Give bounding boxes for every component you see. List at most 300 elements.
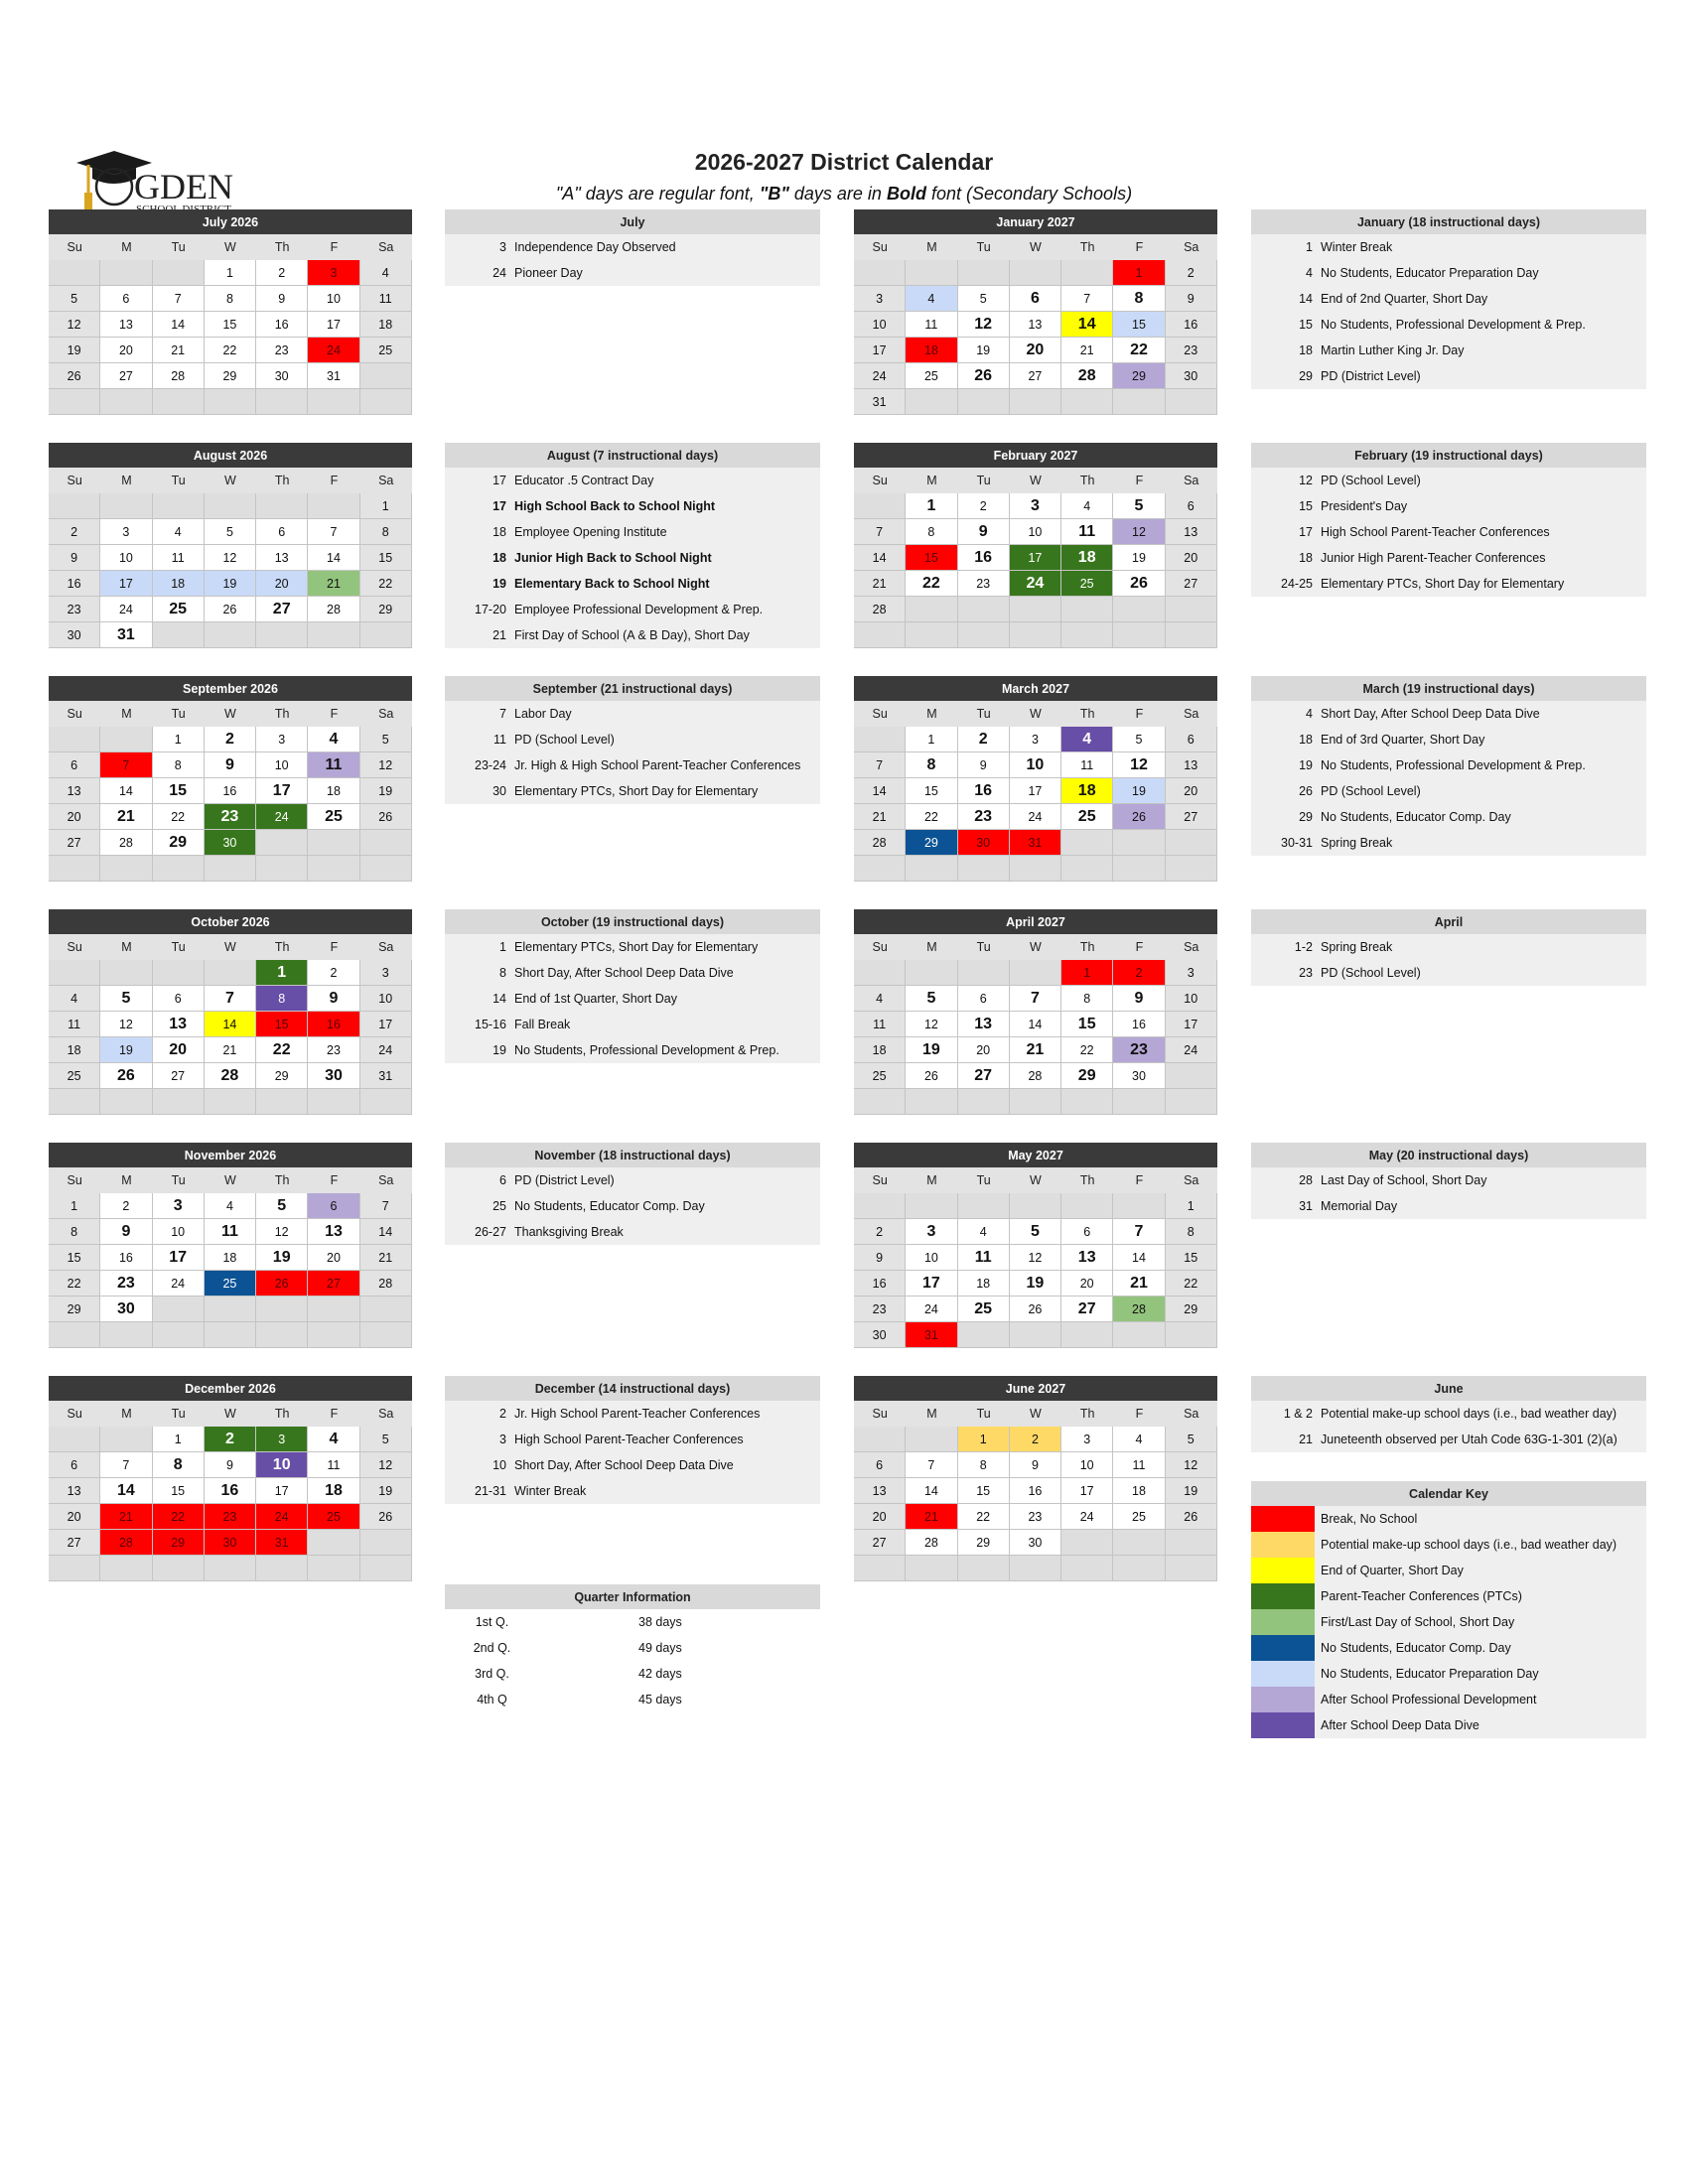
empty-day-cell — [205, 1322, 256, 1348]
empty-day-cell — [958, 960, 1010, 986]
quarter-row — [445, 1635, 820, 1661]
event-description: Spring Break — [1321, 836, 1393, 850]
day-cell: 6 — [49, 1452, 100, 1478]
day-cell: 20 — [958, 1037, 1010, 1063]
day-cell: 21 — [1113, 1271, 1165, 1297]
day-cell: 28 — [906, 1530, 957, 1556]
day-cell: 10 — [1010, 519, 1061, 545]
empty-day-cell — [1010, 622, 1061, 648]
day-cell: 10 — [1010, 752, 1061, 778]
event-date: 1 — [1306, 240, 1313, 254]
event-description: PD (District Level) — [514, 1173, 615, 1187]
day-cell: 9 — [308, 986, 359, 1012]
day-cell: 26 — [1166, 1504, 1217, 1530]
day-of-week-header: F — [308, 468, 359, 493]
event-row — [445, 1452, 820, 1478]
event-description: Winter Break — [514, 1484, 587, 1498]
day-cell: 29 — [906, 830, 957, 856]
key-item — [1251, 1532, 1646, 1558]
empty-day-cell — [1113, 1322, 1165, 1348]
day-cell: 24 — [1010, 804, 1061, 830]
day-cell: 7 — [153, 286, 205, 312]
key-color-swatch — [1251, 1687, 1315, 1712]
day-cell: 25 — [1113, 1504, 1165, 1530]
day-cell: 2 — [256, 260, 308, 286]
day-of-week-header: F — [1113, 701, 1165, 727]
day-cell: 24 — [1061, 1504, 1113, 1530]
empty-day-cell — [906, 622, 957, 648]
event-date: 18 — [1299, 733, 1313, 747]
day-cell: 3 — [100, 519, 152, 545]
event-date: 30-31 — [1281, 836, 1313, 850]
day-cell: 21 — [854, 804, 906, 830]
key-color-swatch — [1251, 1583, 1315, 1609]
day-cell: 2 — [958, 727, 1010, 752]
day-cell: 11 — [1113, 1452, 1165, 1478]
day-cell: 23 — [958, 804, 1010, 830]
event-row — [445, 260, 820, 286]
event-date: 23 — [1299, 966, 1313, 980]
day-cell: 3 — [1061, 1427, 1113, 1452]
page-title: 2026-2027 District Calendar — [694, 149, 994, 175]
event-row — [445, 234, 820, 260]
empty-day-cell — [1166, 597, 1217, 622]
month-calendar-march-2027 — [854, 676, 1217, 882]
day-of-week-header: Th — [256, 1401, 308, 1427]
empty-day-cell — [153, 856, 205, 882]
event-description: No Students, Professional Development & Prep. — [1321, 318, 1586, 332]
day-cell: 20 — [49, 1504, 100, 1530]
day-of-week-header: F — [1113, 468, 1165, 493]
day-cell: 29 — [256, 1063, 308, 1089]
empty-day-cell — [256, 1297, 308, 1322]
day-cell: 28 — [1010, 1063, 1061, 1089]
event-date: 1 & 2 — [1283, 1407, 1313, 1421]
empty-day-cell — [100, 1089, 152, 1115]
day-cell: 12 — [360, 752, 412, 778]
day-cell: 31 — [854, 389, 906, 415]
day-cell: 8 — [360, 519, 412, 545]
day-of-week-header: Tu — [153, 701, 205, 727]
day-cell: 21 — [205, 1037, 256, 1063]
day-of-week-header: M — [100, 1167, 152, 1193]
event-description: End of 3rd Quarter, Short Day — [1321, 733, 1485, 747]
day-cell: 12 — [100, 1012, 152, 1037]
empty-day-cell — [308, 856, 359, 882]
empty-day-cell — [1166, 1089, 1217, 1115]
day-cell: 24 — [153, 1271, 205, 1297]
quarter-name: 2nd Q. — [473, 1641, 511, 1655]
day-of-week-header: Sa — [1166, 934, 1217, 960]
event-row — [1251, 312, 1646, 338]
empty-day-cell — [1113, 1089, 1165, 1115]
empty-day-cell — [49, 1427, 100, 1452]
day-cell: 11 — [308, 1452, 359, 1478]
empty-day-cell — [205, 856, 256, 882]
month-calendar-june-2027 — [854, 1376, 1217, 1581]
day-cell: 5 — [1113, 727, 1165, 752]
empty-day-cell — [308, 1530, 359, 1556]
day-of-week-header: Tu — [153, 934, 205, 960]
event-row — [1251, 960, 1646, 986]
event-description: High School Parent-Teacher Conferences — [514, 1433, 744, 1446]
day-cell: 12 — [1113, 752, 1165, 778]
day-cell: 17 — [1061, 1478, 1113, 1504]
day-cell: 21 — [153, 338, 205, 363]
empty-day-cell — [360, 1530, 412, 1556]
empty-day-cell — [205, 493, 256, 519]
day-cell: 4 — [153, 519, 205, 545]
day-cell: 9 — [958, 519, 1010, 545]
day-cell: 5 — [906, 986, 957, 1012]
day-cell: 13 — [308, 1219, 359, 1245]
day-cell: 19 — [1166, 1478, 1217, 1504]
key-color-swatch — [1251, 1506, 1315, 1532]
day-cell: 13 — [958, 1012, 1010, 1037]
event-date: 19 — [1299, 758, 1313, 772]
month-title: April 2027 — [854, 909, 1217, 934]
day-cell: 9 — [49, 545, 100, 571]
event-date: 7 — [499, 707, 506, 721]
empty-day-cell — [906, 856, 957, 882]
day-cell: 1 — [906, 727, 957, 752]
event-description: No Students, Educator Comp. Day — [514, 1199, 705, 1213]
day-cell: 17 — [854, 338, 906, 363]
day-cell: 15 — [360, 545, 412, 571]
empty-day-cell — [1113, 830, 1165, 856]
day-cell: 8 — [153, 752, 205, 778]
empty-day-cell — [1113, 597, 1165, 622]
day-cell: 8 — [49, 1219, 100, 1245]
day-cell: 16 — [958, 778, 1010, 804]
empty-day-cell — [854, 1089, 906, 1115]
calendar-key-title: Calendar Key — [1251, 1481, 1646, 1506]
empty-day-cell — [360, 389, 412, 415]
day-cell: 29 — [49, 1297, 100, 1322]
event-row — [445, 1193, 820, 1219]
day-cell: 28 — [1061, 363, 1113, 389]
day-cell: 11 — [906, 312, 957, 338]
day-cell: 2 — [100, 1193, 152, 1219]
day-cell: 30 — [49, 622, 100, 648]
day-cell: 7 — [308, 519, 359, 545]
day-cell: 15 — [153, 778, 205, 804]
event-date: 17-20 — [475, 603, 506, 616]
day-cell: 18 — [308, 1478, 359, 1504]
events-panel-4 — [445, 909, 820, 1063]
event-date: 1 — [499, 940, 506, 954]
event-description: Elementary Back to School Night — [514, 577, 710, 591]
day-of-week-header: Su — [49, 468, 100, 493]
day-cell: 13 — [49, 1478, 100, 1504]
day-cell: 12 — [1166, 1452, 1217, 1478]
month-calendar-november-2026 — [49, 1143, 412, 1348]
day-cell: 16 — [205, 1478, 256, 1504]
key-item — [1251, 1687, 1646, 1712]
day-cell: 4 — [906, 286, 957, 312]
day-cell: 28 — [360, 1271, 412, 1297]
day-of-week-header: W — [1010, 1401, 1061, 1427]
day-of-week-header: Sa — [360, 701, 412, 727]
empty-day-cell — [360, 830, 412, 856]
event-date: 31 — [1299, 1199, 1313, 1213]
day-cell: 14 — [360, 1219, 412, 1245]
empty-day-cell — [205, 389, 256, 415]
day-of-week-header: Sa — [1166, 468, 1217, 493]
key-label: No Students, Educator Comp. Day — [1321, 1641, 1511, 1655]
event-row — [1251, 363, 1646, 389]
day-cell: 13 — [1166, 519, 1217, 545]
empty-day-cell — [153, 1297, 205, 1322]
event-row — [445, 727, 820, 752]
month-calendar-february-2027 — [854, 443, 1217, 648]
day-cell: 14 — [1113, 1245, 1165, 1271]
day-cell: 15 — [205, 312, 256, 338]
day-cell: 31 — [256, 1530, 308, 1556]
event-date: 26-27 — [475, 1225, 506, 1239]
day-of-week-header: Tu — [958, 701, 1010, 727]
month-calendar-july-2026 — [49, 209, 412, 415]
events-panel-title: February (19 instructional days) — [1251, 443, 1646, 468]
day-cell: 24 — [360, 1037, 412, 1063]
empty-day-cell — [958, 1322, 1010, 1348]
event-description: Pioneer Day — [514, 266, 583, 280]
empty-day-cell — [854, 727, 906, 752]
event-date: 17 — [492, 499, 506, 513]
day-cell: 25 — [958, 1297, 1010, 1322]
day-cell: 11 — [1061, 752, 1113, 778]
events-panel-title: August (7 instructional days) — [445, 443, 820, 468]
month-calendar-october-2026 — [49, 909, 412, 1115]
empty-day-cell — [100, 493, 152, 519]
day-cell: 8 — [205, 286, 256, 312]
events-panel-title: September (21 instructional days) — [445, 676, 820, 701]
event-description: High School Back to School Night — [514, 499, 716, 513]
event-row — [1251, 701, 1646, 727]
month-title: January 2027 — [854, 209, 1217, 234]
event-row — [1251, 338, 1646, 363]
event-date: 21-31 — [475, 1484, 506, 1498]
day-cell: 9 — [958, 752, 1010, 778]
day-cell: 10 — [153, 1219, 205, 1245]
day-cell: 16 — [854, 1271, 906, 1297]
event-description: Labor Day — [514, 707, 572, 721]
month-title: June 2027 — [854, 1376, 1217, 1401]
empty-day-cell — [1166, 1063, 1217, 1089]
day-cell: 19 — [100, 1037, 152, 1063]
day-cell: 10 — [256, 752, 308, 778]
events-panel-title: March (19 instructional days) — [1251, 676, 1646, 701]
day-cell: 8 — [1113, 286, 1165, 312]
day-cell: 18 — [906, 338, 957, 363]
event-description: PD (School Level) — [1321, 966, 1421, 980]
empty-day-cell — [958, 1089, 1010, 1115]
day-cell: 8 — [906, 519, 957, 545]
day-cell: 17 — [256, 778, 308, 804]
empty-day-cell — [49, 727, 100, 752]
empty-day-cell — [906, 1427, 957, 1452]
day-of-week-header: F — [308, 1167, 359, 1193]
empty-day-cell — [1166, 1530, 1217, 1556]
day-cell: 9 — [100, 1219, 152, 1245]
day-cell: 24 — [256, 1504, 308, 1530]
event-row — [445, 752, 820, 778]
day-cell: 27 — [308, 1271, 359, 1297]
day-cell: 10 — [100, 545, 152, 571]
event-row — [1251, 1401, 1646, 1427]
day-cell: 15 — [256, 1012, 308, 1037]
day-cell: 13 — [49, 778, 100, 804]
day-cell: 10 — [906, 1245, 957, 1271]
empty-day-cell — [49, 856, 100, 882]
day-cell: 22 — [205, 338, 256, 363]
day-cell: 22 — [360, 571, 412, 597]
empty-day-cell — [1061, 1089, 1113, 1115]
event-row — [445, 622, 820, 648]
event-date: 12 — [1299, 474, 1313, 487]
event-description: Independence Day Observed — [514, 240, 676, 254]
day-cell: 6 — [153, 986, 205, 1012]
empty-day-cell — [49, 960, 100, 986]
key-label: No Students, Educator Preparation Day — [1321, 1667, 1539, 1681]
empty-day-cell — [360, 1297, 412, 1322]
day-cell: 22 — [256, 1037, 308, 1063]
empty-day-cell — [1061, 597, 1113, 622]
day-cell: 11 — [205, 1219, 256, 1245]
event-row — [1251, 545, 1646, 571]
day-cell: 6 — [1061, 1219, 1113, 1245]
day-cell: 31 — [906, 1322, 957, 1348]
day-cell: 20 — [1010, 338, 1061, 363]
day-cell: 25 — [906, 363, 957, 389]
calendar-key-panel — [1251, 1481, 1646, 1738]
empty-day-cell — [153, 1322, 205, 1348]
event-description: PD (School Level) — [514, 733, 615, 747]
day-cell: 5 — [49, 286, 100, 312]
month-title: October 2026 — [49, 909, 412, 934]
day-cell: 1 — [1061, 960, 1113, 986]
event-description: Spring Break — [1321, 940, 1393, 954]
day-cell: 22 — [1166, 1271, 1217, 1297]
day-cell: 19 — [49, 338, 100, 363]
day-cell: 18 — [1061, 545, 1113, 571]
event-row — [445, 468, 820, 493]
day-cell: 8 — [1061, 986, 1113, 1012]
event-description: First Day of School (A & B Day), Short Day — [514, 628, 750, 642]
day-cell: 3 — [1166, 960, 1217, 986]
subtitle-b-quoted: "B" — [759, 184, 789, 204]
day-cell: 17 — [1166, 1012, 1217, 1037]
key-item — [1251, 1609, 1646, 1635]
day-of-week-header: W — [1010, 1167, 1061, 1193]
day-cell: 16 — [49, 571, 100, 597]
empty-day-cell — [854, 960, 906, 986]
event-description: PD (School Level) — [1321, 784, 1421, 798]
event-date: 2 — [499, 1407, 506, 1421]
event-row — [445, 519, 820, 545]
day-of-week-header: M — [906, 1167, 957, 1193]
month-calendar-january-2027 — [854, 209, 1217, 415]
day-cell: 6 — [854, 1452, 906, 1478]
month-title: September 2026 — [49, 676, 412, 701]
day-cell: 21 — [100, 1504, 152, 1530]
event-description: No Students, Professional Development & Prep. — [514, 1043, 779, 1057]
day-of-week-header: Th — [1061, 1167, 1113, 1193]
event-description: Short Day, After School Deep Data Dive — [1321, 707, 1540, 721]
day-cell: 28 — [1113, 1297, 1165, 1322]
day-cell: 7 — [100, 752, 152, 778]
day-cell: 27 — [1166, 571, 1217, 597]
day-of-week-header: Su — [854, 934, 906, 960]
empty-day-cell — [360, 1556, 412, 1581]
day-cell: 2 — [958, 493, 1010, 519]
day-cell: 1 — [205, 260, 256, 286]
day-cell: 26 — [49, 363, 100, 389]
empty-day-cell — [153, 1089, 205, 1115]
day-cell: 19 — [1113, 545, 1165, 571]
event-row — [445, 778, 820, 804]
day-cell: 29 — [360, 597, 412, 622]
day-cell: 16 — [1113, 1012, 1165, 1037]
day-cell: 1 — [958, 1427, 1010, 1452]
day-of-week-header: Sa — [360, 234, 412, 260]
empty-day-cell — [360, 856, 412, 882]
event-description: Elementary PTCs, Short Day for Elementary — [514, 784, 759, 798]
event-date: 4 — [1306, 707, 1313, 721]
day-cell: 18 — [308, 778, 359, 804]
empty-day-cell — [1010, 1089, 1061, 1115]
empty-day-cell — [49, 389, 100, 415]
quarter-days: 45 days — [638, 1693, 682, 1706]
event-date: 18 — [492, 525, 506, 539]
empty-day-cell — [205, 622, 256, 648]
event-description: Junior High Back to School Night — [514, 551, 712, 565]
empty-day-cell — [100, 856, 152, 882]
day-cell: 24 — [854, 363, 906, 389]
day-of-week-header: Sa — [1166, 1401, 1217, 1427]
day-cell: 19 — [906, 1037, 957, 1063]
key-color-swatch — [1251, 1661, 1315, 1687]
day-of-week-header: Tu — [958, 1167, 1010, 1193]
day-cell: 6 — [256, 519, 308, 545]
day-cell: 6 — [1166, 727, 1217, 752]
day-cell: 12 — [49, 312, 100, 338]
day-cell: 14 — [100, 778, 152, 804]
empty-day-cell — [958, 389, 1010, 415]
day-cell: 22 — [958, 1504, 1010, 1530]
day-cell: 9 — [1010, 1452, 1061, 1478]
day-cell: 28 — [205, 1063, 256, 1089]
month-grid — [854, 934, 1217, 1115]
month-calendar-august-2026 — [49, 443, 412, 648]
day-cell: 23 — [958, 571, 1010, 597]
empty-day-cell — [854, 260, 906, 286]
event-description: PD (School Level) — [1321, 474, 1421, 487]
month-calendar-december-2026 — [49, 1376, 412, 1581]
key-color-swatch — [1251, 1712, 1315, 1738]
day-cell: 2 — [1010, 1427, 1061, 1452]
events-panel-10 — [1251, 909, 1646, 986]
day-cell: 24 — [256, 804, 308, 830]
day-cell: 22 — [1113, 338, 1165, 363]
empty-day-cell — [906, 260, 957, 286]
day-cell: 29 — [205, 363, 256, 389]
day-cell: 17 — [100, 571, 152, 597]
day-cell: 10 — [854, 312, 906, 338]
empty-day-cell — [1061, 260, 1113, 286]
event-date: 15 — [1299, 499, 1313, 513]
empty-day-cell — [906, 597, 957, 622]
